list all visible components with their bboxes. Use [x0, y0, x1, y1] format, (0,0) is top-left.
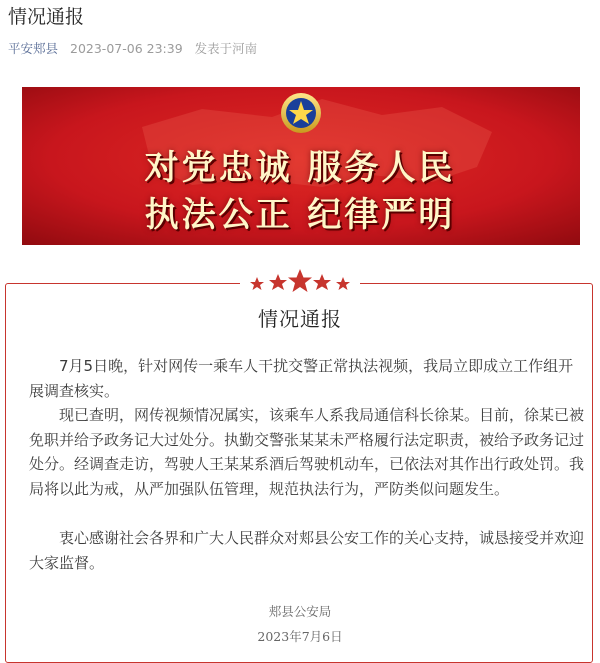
- notice-paragraph: 衷心感谢社会各界和广大人民群众对郏县公安工作的关心支持，诚恳接受并欢迎大家监督。: [29, 529, 585, 572]
- banner-slogan-line2: 执法公正 纪律严明: [144, 195, 456, 235]
- star-icon: [313, 274, 331, 290]
- star-icon: [336, 277, 350, 290]
- banner-slogan-line1: 对党忠诚 服务人民: [144, 148, 456, 188]
- star-icon: [250, 277, 264, 290]
- notice-paragraph: 现已查明，网传视频情况属实，该乘车人系我局通信科长徐某。目前，徐某已被免职并给予政务记大过处分。执勤交警张某某未严格履行法定职责，被给予政务记过处分。经调查走访，驾驶人王某某系酒后驾驶机动车，已依法对其作出行政处罚。我局将以此为戒，从严加强队伍管理，规范执法行为，严防类似问题发生。: [29, 406, 585, 498]
- star-icon: [269, 274, 287, 290]
- publish-date: 2023-07-06 23:39: [70, 41, 183, 56]
- notice-title: 情况通报: [258, 307, 342, 331]
- article-meta: [8, 40, 257, 58]
- signature-date: 2023年7月6日: [257, 629, 343, 644]
- signature-org: 郏县公安局: [268, 604, 332, 619]
- notice-paragraph: 7月5日晚，针对网传一乘车人干扰交警正常执法视频，我局立即成立工作组开展调查核实。: [29, 357, 574, 400]
- police-emblem-icon: [281, 93, 321, 133]
- stars-decoration: [240, 267, 360, 295]
- article-title: 情况通报: [8, 6, 85, 28]
- publish-location: 发表于河南: [194, 41, 258, 56]
- star-icon: [288, 269, 312, 292]
- account-name-link[interactable]: 平安郏县: [8, 41, 59, 56]
